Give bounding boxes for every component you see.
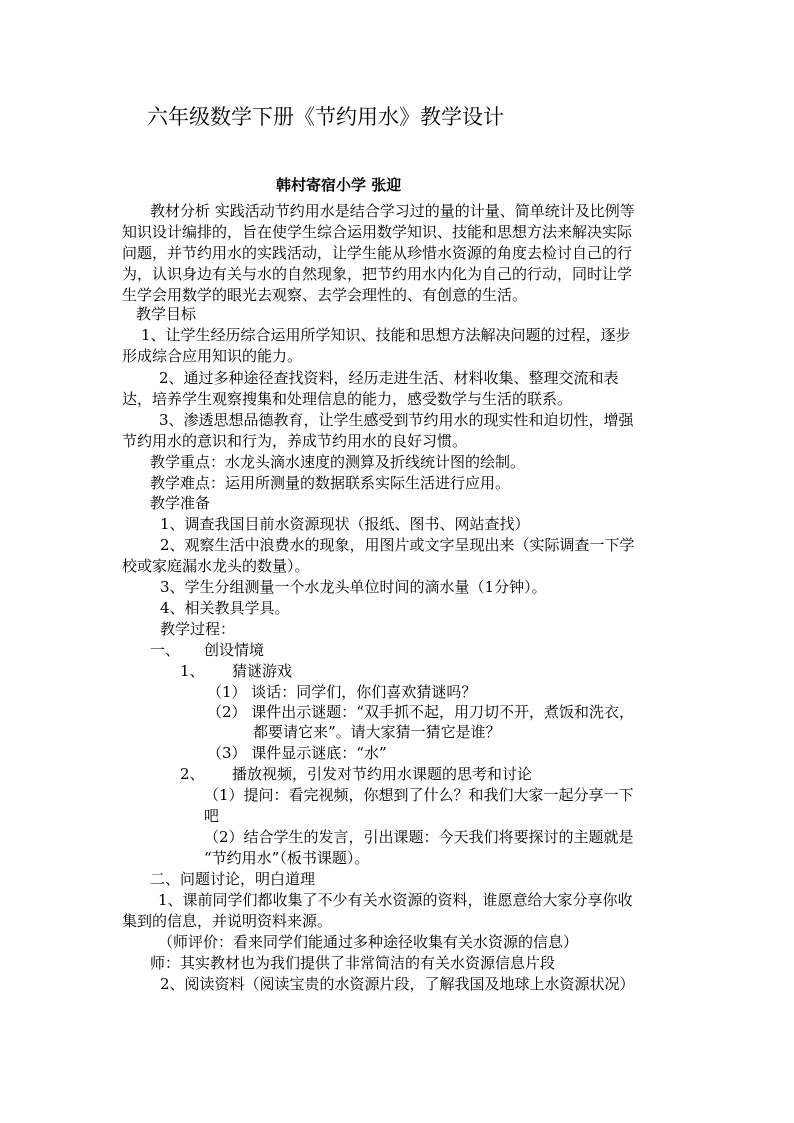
paragraph-line: 2、阅读资料（阅读宝贵的水资源片段，了解我国及地球上水资源状况）: [160, 975, 635, 993]
paragraph-line: （师评价：看来同学们能通过多种途径收集有关水资源的信息）: [158, 933, 579, 951]
paragraph-line: 生学会用数学的眼光去观察、去学会理性的、有创意的生活。: [122, 286, 528, 304]
list-item: 3、学生分组测量一个水龙头单位时间的滴水量（1分钟）。: [160, 578, 547, 596]
outline-number: 一、: [150, 641, 181, 659]
paragraph-line: 教学难点：运用所测量的数据联系实际生活进行应用。: [150, 474, 511, 492]
author-line: 韩村寄宿小学 张迎: [276, 176, 402, 194]
list-item: （2）结合学生的发言，引出课题：今天我们将要探讨的主题就是: [204, 828, 634, 846]
list-item: 2、观察生活中浪费水的现象，用图片或文字呈现出来（实际调查一下学: [160, 536, 635, 554]
paragraph-line: 为，认识身边有关与水的自然现象，把节约用水内化为自己的行动，同时让学: [122, 265, 633, 283]
paragraph-line: 教材分析 实践活动节约用水是结合学习过的量的计量、简单统计及比例等: [150, 202, 635, 220]
paragraph-line: 知识设计编排的，旨在使学生综合运用数学知识、技能和思想方法来解决实际: [122, 223, 633, 241]
paragraph-line: 1、让学生经历综合运用所学知识、技能和思想方法解决问题的过程，逐步: [141, 326, 631, 344]
paragraph-line: 达，培养学生观察搜集和处理信息的能力，感受数学与生活的联系。: [122, 390, 573, 408]
list-item: 1、调查我国目前水资源现状（报纸、图书、网站查找）: [160, 515, 530, 533]
list-item: （1）提问：看完视频，你想到了什么？和我们大家一起分享一下: [204, 786, 634, 804]
paragraph-line: 1、课前同学们都收集了不少有关水资源的资料，谁愿意给大家分享你收: [158, 891, 633, 909]
paragraph-line: 形成综合应用知识的能力。: [122, 347, 303, 365]
list-item: （2） 课件出示谜题：“双手抓不起，用刀切不开，煮饭和洗衣，: [207, 703, 634, 721]
outline-number: 2、: [180, 765, 205, 783]
paragraph-line: 2、通过多种途径查找资料，经历走进生活、材料收集、整理交流和表: [159, 369, 619, 387]
paragraph-line: 节约用水的意识和行为，养成节约用水的良好习惯。: [122, 432, 468, 450]
section-heading: 教学过程：: [160, 620, 236, 638]
outline-heading: 创设情境: [204, 641, 265, 659]
list-item: 都要请它来”。请大家猜一猜它是谁？: [253, 723, 501, 741]
paragraph-line: 教学重点：水龙头滴水速度的测算及折线统计图的绘制。: [150, 453, 526, 471]
section-heading: 教学目标: [136, 305, 197, 323]
list-item: （1） 谈话：同学们，你们喜欢猜谜吗？: [207, 683, 477, 701]
paragraph-line: 问题，并节约用水的实践活动，让学生能从珍惜水资源的角度去检讨自己的行: [122, 244, 633, 262]
section-heading: 教学准备: [150, 494, 211, 512]
outline-heading: 猜谜游戏: [232, 662, 293, 680]
list-item: 吧: [204, 807, 220, 825]
list-item: 校或家庭漏水龙头的数量）。: [122, 557, 310, 575]
paragraph-line: 3、渗透思想品德教育，让学生感受到节约用水的现实性和迫切性，增强: [159, 411, 634, 429]
list-item: “节约用水”（板书课题）。: [204, 849, 370, 867]
outline-heading: 播放视频，引发对节约用水课题的思考和讨论: [232, 765, 533, 783]
list-item: （3） 课件显示谜底：“水”: [207, 744, 387, 762]
paragraph-line: 集到的信息，并说明资料来源。: [122, 912, 333, 930]
list-item: 4、相关教具学具。: [160, 599, 290, 617]
section-heading: 二、问题讨论，明白道理: [150, 870, 316, 888]
paragraph-line: 师：其实教材也为我们提供了非常简洁的有关水资源信息片段: [150, 954, 556, 972]
outline-number: 1、: [180, 662, 205, 680]
document-title: 六年级数学下册《节约用水》教学设计: [147, 105, 504, 129]
